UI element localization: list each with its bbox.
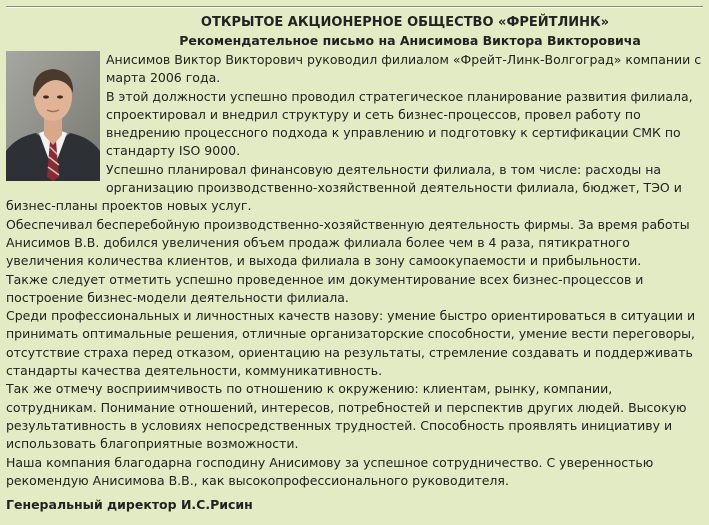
paragraph-1: Анисимов Виктор Викторович руководил филиалом «Фрейт-Линк-Волгоград» компании с марта 2006 года.	[106, 52, 702, 86]
top-divider	[6, 6, 703, 8]
paragraph-3: Успешно планировал финансовую деятельности филиала, в том числе: расходы на организацию производственно-хозяйственной деятельности филиала, бюджет, ТЭО и бизнес-планы проектов новых услуг.	[6, 161, 682, 214]
portrait-photo	[6, 51, 100, 181]
paragraph-8: Наша компания благодарна господину Анисимову за успешное сотрудничество. С уверенностью рекомендую Анисимова В.В., как высокопрофессионального руководителя.	[6, 454, 654, 488]
paragraph-2: В этой должности успешно проводил стратегическое планирование развития филиала, спроектировал и внедрил структуру и сеть бизнес-процессов, провел работу по внедрению процессного подхода к управлению и подготовку к сертификации СМК по стандарту ISO 9000.	[106, 88, 693, 159]
paragraph-6: Среди профессиональных и личностных качеств назову: умение быстро ориентироваться в ситуации и принимать оптимальные решения, отличные организаторские способности, умение вести переговоры, отсутствие страха перед отказом, ориентацию на результаты, стремление создавать и поддерживать стандарты качества деятельности, коммуникативность.	[6, 308, 696, 379]
letter-body	[6, 51, 704, 490]
recommendation-letter	[6, 14, 704, 514]
letter-subject: Рекомендательное письмо на Анисимова Виктора Викторовича	[179, 33, 641, 48]
paragraph-7: Так же отмечу восприимчивость по отношению к окружению: клиентам, рынку, компании, сотрудникам. Понимание отношений, интересов, потребностей и перспектив других людей. Высокую результативность в условиях непосредственных трудностей. Способность проявлять инициативу и использовать благоприятные возможности.	[6, 381, 687, 452]
portrait-icon	[6, 51, 100, 181]
company-name: ОТКРЫТОЕ АКЦИОНЕРНОЕ ОБЩЕСТВО «ФРЕЙТЛИНК»	[200, 15, 610, 30]
paragraph-5: Также следует отметить успешно проведенное им документирование всех бизнес-процессов и построение бизнес-модели деятельности филиала.	[6, 271, 644, 305]
paragraph-4: Обеспечивал бесперебойную производственно-хозяйственную деятельность фирмы. За время работы Анисимов В.В. добился увеличения объем продаж филиала более чем в 4 раза, пятикратного увеличения количества клиентов, и выхода филиала в зону самоокупаемости и прибыльности.	[6, 216, 690, 269]
signature: Генеральный директор И.С.Рисин	[6, 497, 253, 513]
